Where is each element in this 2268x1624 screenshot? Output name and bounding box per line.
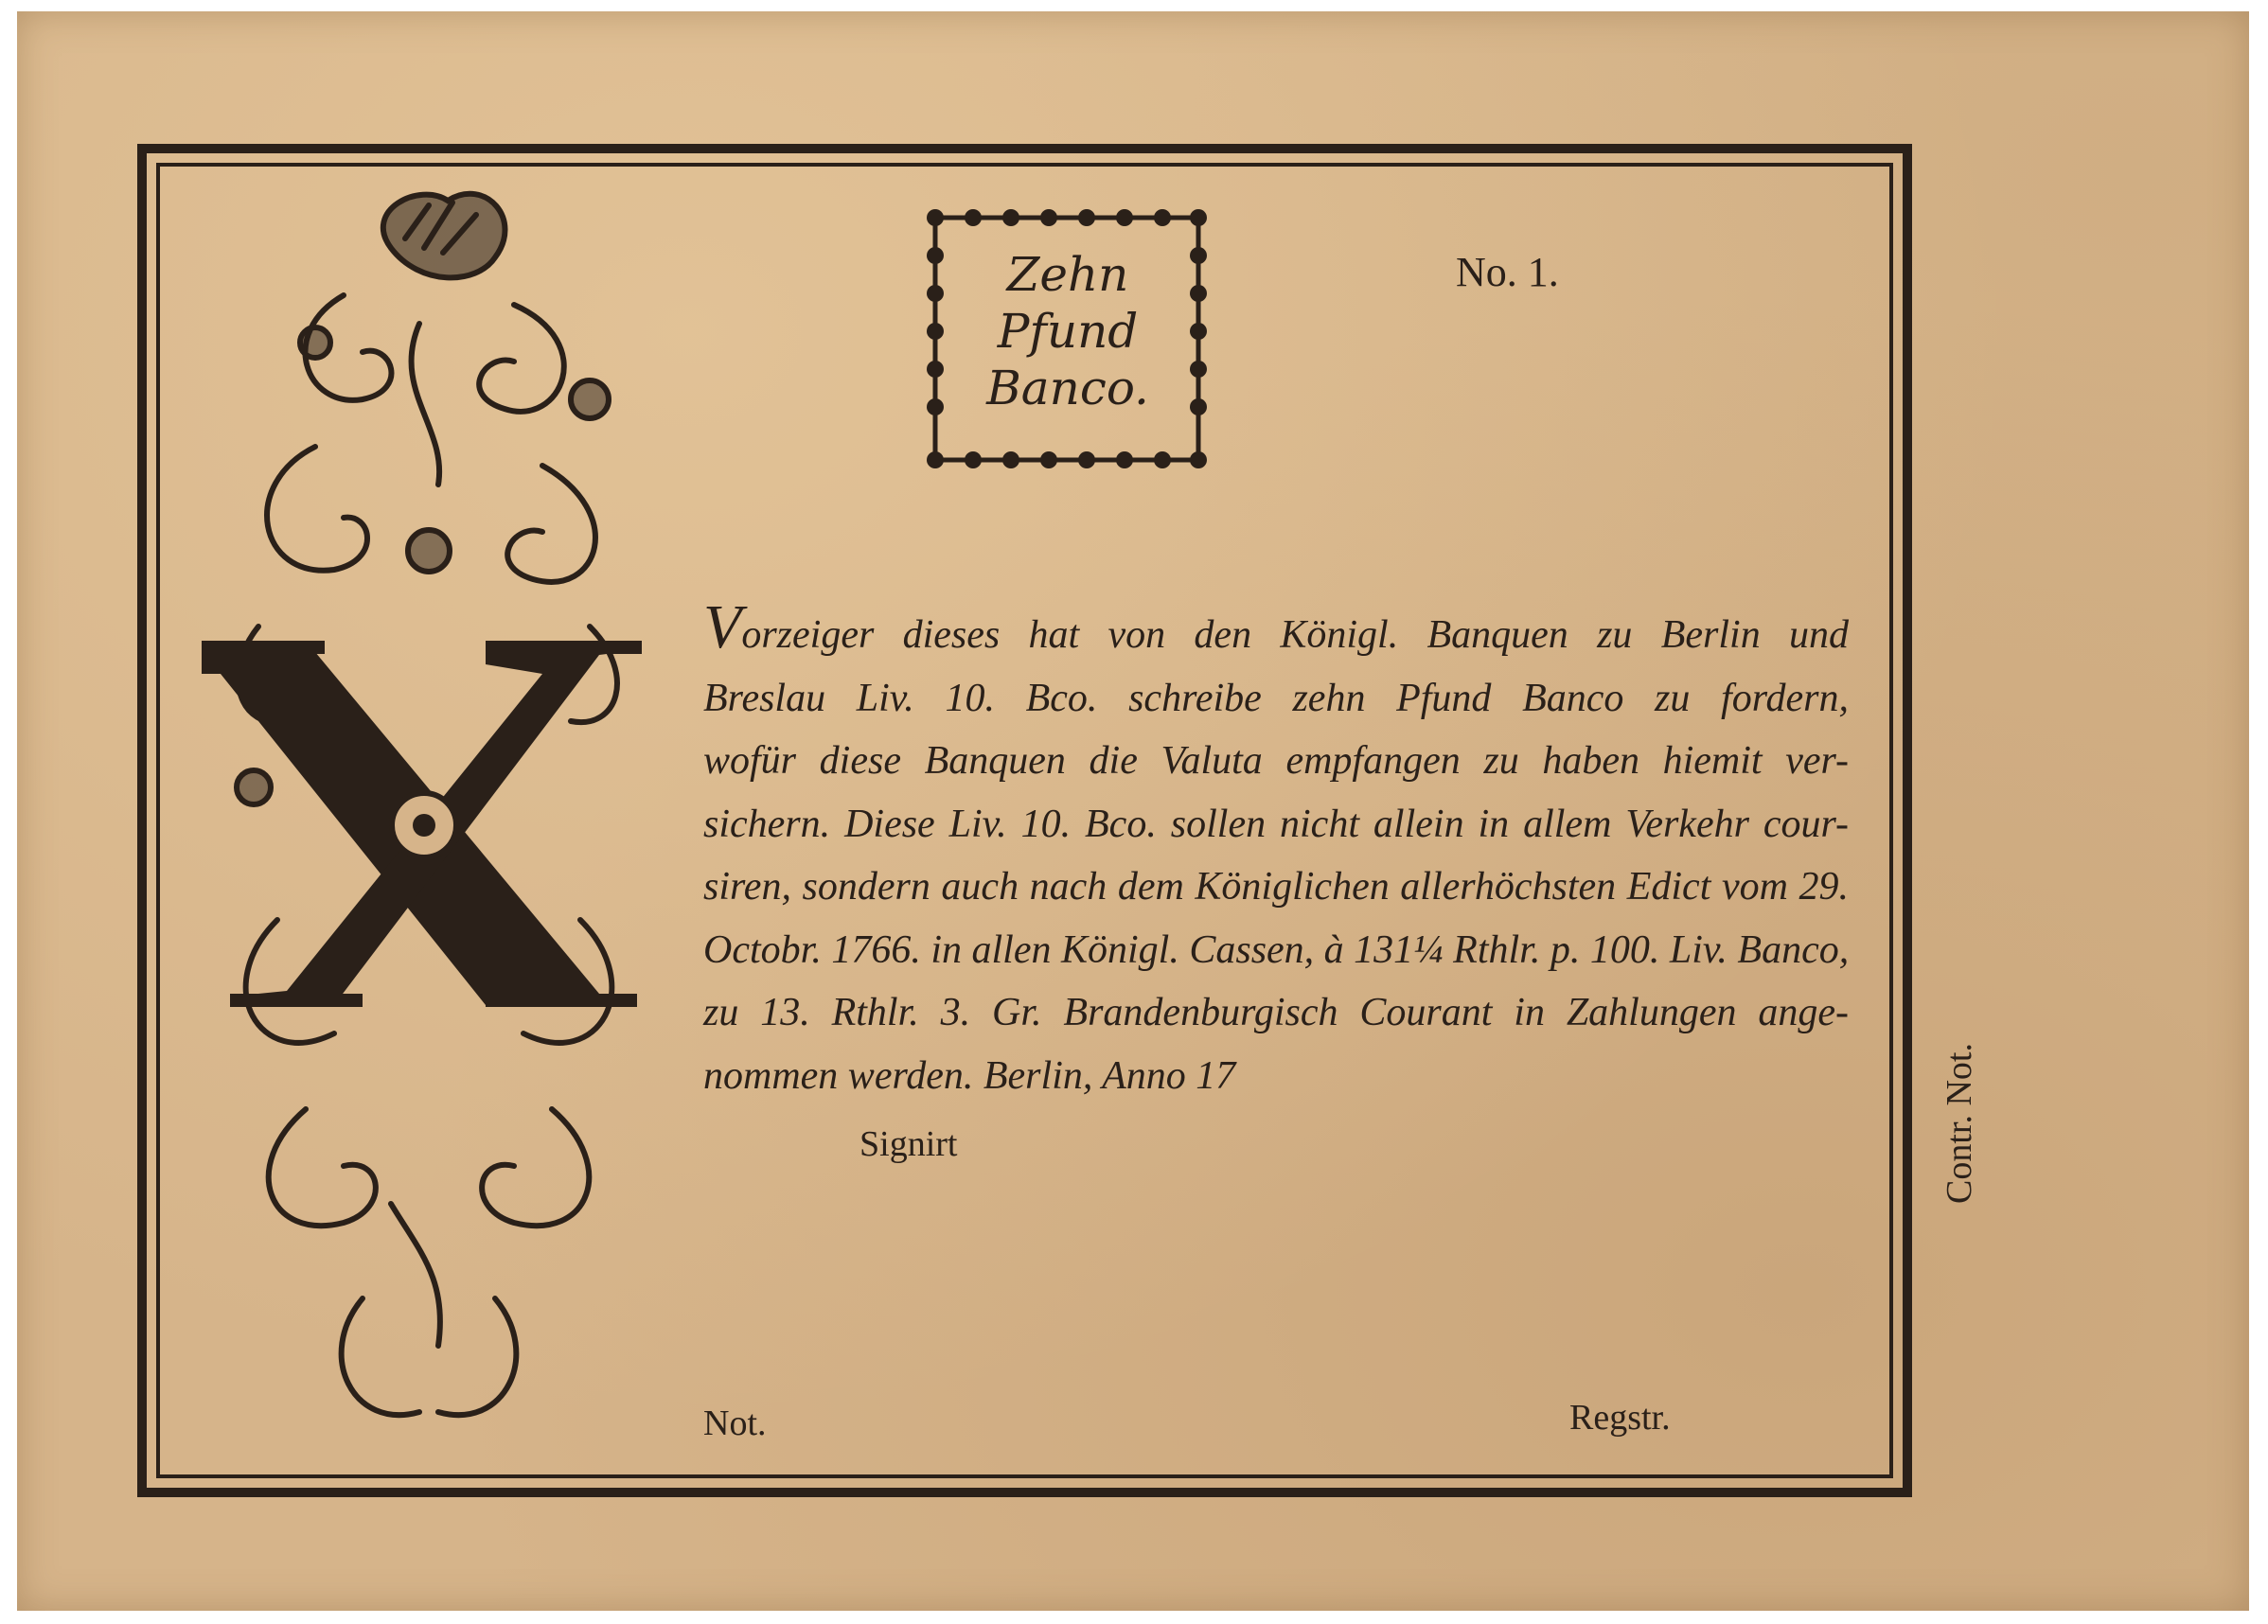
banknote-paper (17, 11, 2249, 1611)
body-line: zu 13. Rthlr. 3. Gr. Brandenburgisch Courant in Zahlungen ange- (703, 991, 1849, 1034)
serial-number: No. 1. (1456, 249, 1559, 295)
ornament-x-icon (202, 182, 656, 1450)
denomination-box (916, 199, 1217, 479)
denomination-text (973, 246, 1162, 416)
denomination-line-1: Zehn (1006, 247, 1129, 302)
not-label: Not. (703, 1403, 767, 1443)
denomination-line-3: Banco. (986, 361, 1149, 415)
register-label: Regstr. (1569, 1398, 1671, 1438)
drop-cap: V (703, 592, 742, 662)
body-line: Vorzeiger dieses hat von den Königl. Banquen zu Berlin und (703, 592, 1849, 662)
control-label: Contr. Not. (1940, 1043, 1979, 1204)
body-line: sichern. Diese Liv. 10. Bco. sollen nicht allein in allem Verkehr cour- (703, 802, 1849, 846)
body-line: wofür diese Banquen die Valuta empfangen zu haben hiemit ver- (703, 739, 1849, 783)
body-line: Breslau Liv. 10. Bco. schreibe zehn Pfund Banco zu fordern, (703, 676, 1849, 720)
body-line: Octobr. 1766. in allen Königl. Cassen, à 131¼ Rthlr. p. 100. Liv. Banco, (703, 927, 1850, 972)
denomination-line-2: Pfund (997, 304, 1139, 359)
note-body-text (703, 592, 1850, 1107)
body-line: siren, sondern auch nach dem Königlichen allerhöchsten Edict vom 29. (703, 865, 1849, 909)
body-line: nommen werden. Berlin, Anno 17 (703, 1053, 1236, 1098)
signed-label: Signirt (859, 1124, 958, 1164)
